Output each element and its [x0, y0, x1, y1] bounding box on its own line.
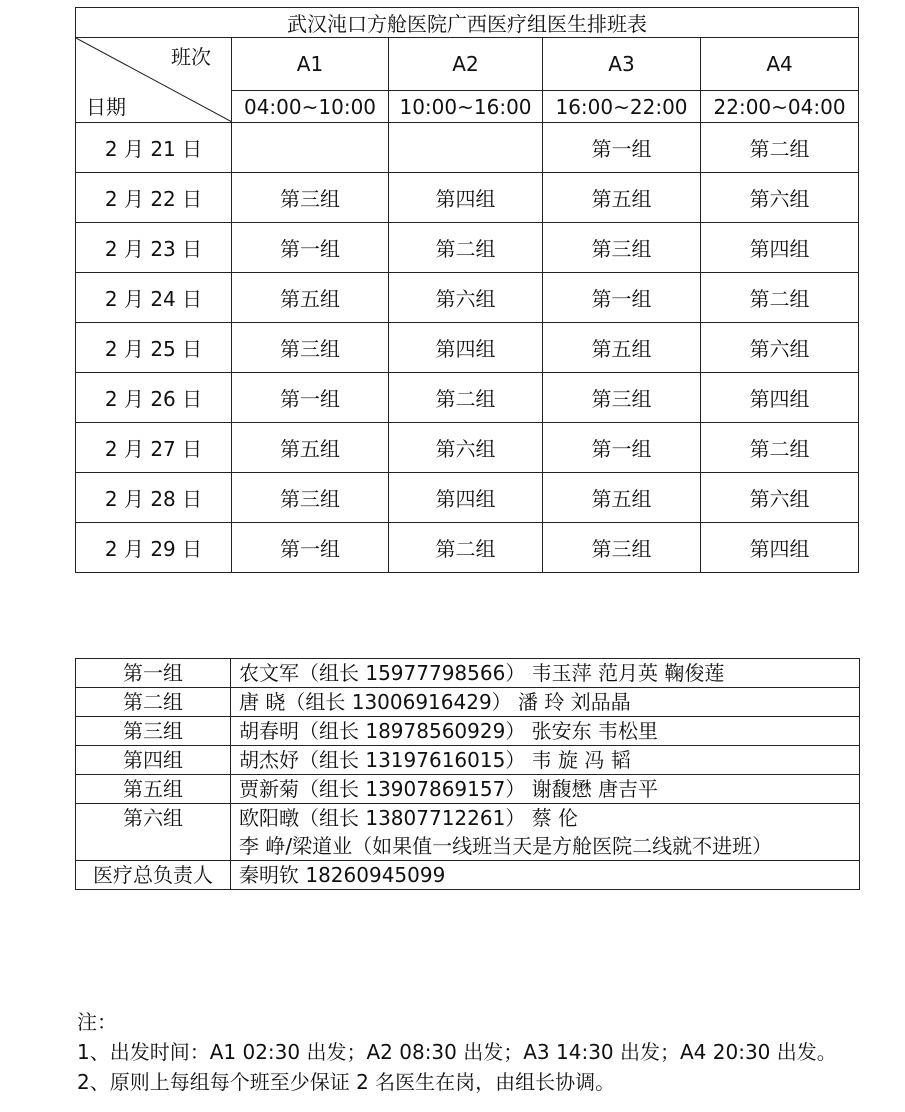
notes-section: [77, 1007, 837, 1097]
schedule-row: [76, 123, 859, 173]
group-members: [231, 659, 860, 688]
shift-assignment-cell: 第三组: [543, 223, 701, 273]
group-members: [231, 688, 860, 717]
shift-time: 04:00~10:00: [232, 91, 389, 123]
group-row: [76, 688, 860, 717]
shift-assignment-cell: 第五组: [543, 323, 701, 373]
group-members: [231, 775, 860, 804]
group-name: 第四组: [76, 746, 231, 775]
shift-assignment-cell: 第二组: [701, 423, 859, 473]
shift-assignment-cell: 第六组: [389, 423, 543, 473]
member-line: 胡春明（组长 18978560929） 张安东 韦松里: [239, 719, 659, 743]
date-cell: 2 月 24 日: [76, 273, 232, 323]
shift-code: A4: [701, 38, 859, 91]
date-cell: 2 月 27 日: [76, 423, 232, 473]
shift-assignment-cell: 第五组: [232, 423, 389, 473]
member-line: 胡杰妤（组长 13197616015） 韦 旋 冯 韬: [239, 748, 631, 772]
schedule-table: [75, 7, 859, 573]
shift-time: 16:00~22:00: [543, 91, 701, 123]
note-item: 2、原则上每组每个班至少保证 2 名医生在岗，由组长协调。: [77, 1070, 616, 1094]
shift-assignment-cell: 第二组: [389, 223, 543, 273]
note-item: 1、出发时间：A1 02:30 出发；A2 08:30 出发；A3 14:30 出发；A4 20:30 出发。: [77, 1040, 837, 1064]
date-cell: 2 月 23 日: [76, 223, 232, 273]
corner-date-label: 日期: [86, 95, 126, 119]
notes-heading: 注：: [77, 1010, 117, 1034]
shift-assignment-cell: 第六组: [701, 473, 859, 523]
group-members: [231, 804, 860, 861]
schedule-row: [76, 473, 859, 523]
member-line: 秦明钦 18260945099: [239, 863, 446, 887]
date-cell: 2 月 21 日: [76, 123, 232, 173]
group-row: [76, 659, 860, 688]
shift-assignment-cell: 第一组: [232, 523, 389, 573]
shift-assignment-cell: 第一组: [232, 373, 389, 423]
corner-shift-label: 班次: [171, 45, 211, 69]
schedule-body: [76, 123, 859, 573]
member-line: 欧阳暾（组长 13807712261） 蔡 伦: [239, 806, 579, 830]
shift-assignment-cell: 第五组: [543, 473, 701, 523]
date-cell: 2 月 22 日: [76, 173, 232, 223]
group-row: [76, 746, 860, 775]
shift-code: A3: [543, 38, 701, 91]
group-name: 第二组: [76, 688, 231, 717]
shift-time: 10:00~16:00: [389, 91, 543, 123]
schedule-row: [76, 523, 859, 573]
shift-assignment-cell: 第二组: [389, 373, 543, 423]
shift-assignment-cell: 第四组: [701, 523, 859, 573]
shift-assignment-cell: 第六组: [701, 173, 859, 223]
shift-assignment-cell: 第四组: [701, 373, 859, 423]
member-line: 农文军（组长 15977798566） 韦玉萍 范月英 鞠俊莲: [239, 661, 725, 685]
shift-assignment-cell: 第五组: [232, 273, 389, 323]
shift-assignment-cell: 第六组: [389, 273, 543, 323]
shift-assignment-cell: 第二组: [389, 523, 543, 573]
shift-assignment-cell: 第一组: [543, 273, 701, 323]
schedule-row: [76, 173, 859, 223]
shift-assignment-cell: 第三组: [232, 173, 389, 223]
schedule-row: [76, 373, 859, 423]
group-row: [76, 775, 860, 804]
group-members: [231, 746, 860, 775]
schedule-row: [76, 273, 859, 323]
group-members: [231, 861, 860, 890]
shift-assignment-cell: 第一组: [543, 423, 701, 473]
shift-assignment-cell: 第三组: [543, 373, 701, 423]
date-cell: 2 月 29 日: [76, 523, 232, 573]
shift-assignment-cell: 第六组: [701, 323, 859, 373]
shift-assignment-cell: 第五组: [543, 173, 701, 223]
group-members: [231, 717, 860, 746]
group-name: 第六组: [76, 804, 231, 861]
shift-assignment-cell: 第三组: [543, 523, 701, 573]
shift-assignment-cell: 第四组: [701, 223, 859, 273]
date-cell: 2 月 25 日: [76, 323, 232, 373]
group-name: 第五组: [76, 775, 231, 804]
date-cell: 2 月 28 日: [76, 473, 232, 523]
shift-assignment-cell: 第三组: [232, 473, 389, 523]
shift-code: A2: [389, 38, 543, 91]
schedule-title: 武汉沌口方舱医院广西医疗组医生排班表: [76, 8, 859, 38]
shift-assignment-cell: [389, 123, 543, 173]
shift-assignment-cell: 第一组: [232, 223, 389, 273]
shift-code: A1: [232, 38, 389, 91]
group-row: [76, 717, 860, 746]
group-row: [76, 861, 860, 890]
shift-time: 22:00~04:00: [701, 91, 859, 123]
group-name: 医疗总负责人: [76, 861, 231, 890]
schedule-row: [76, 223, 859, 273]
shift-assignment-cell: 第一组: [543, 123, 701, 173]
schedule-row: [76, 323, 859, 373]
schedule-row: [76, 423, 859, 473]
group-row: [76, 804, 860, 861]
member-line: 李 峥/梁道业（如果值一线班当天是方舱医院二线就不进班）: [239, 834, 773, 858]
shift-assignment-cell: 第四组: [389, 173, 543, 223]
member-line: 贾新菊（组长 13907869157） 谢馥懋 唐吉平: [239, 777, 659, 801]
group-members-table: [75, 658, 860, 890]
shift-assignment-cell: 第四组: [389, 473, 543, 523]
shift-assignment-cell: [232, 123, 389, 173]
group-name: 第三组: [76, 717, 231, 746]
date-cell: 2 月 26 日: [76, 373, 232, 423]
corner-cell: [76, 38, 232, 123]
shift-assignment-cell: 第三组: [232, 323, 389, 373]
shift-assignment-cell: 第二组: [701, 273, 859, 323]
member-line: 唐 晓（组长 13006916429） 潘 玲 刘品晶: [239, 690, 631, 714]
group-name: 第一组: [76, 659, 231, 688]
shift-assignment-cell: 第四组: [389, 323, 543, 373]
shift-assignment-cell: 第二组: [701, 123, 859, 173]
